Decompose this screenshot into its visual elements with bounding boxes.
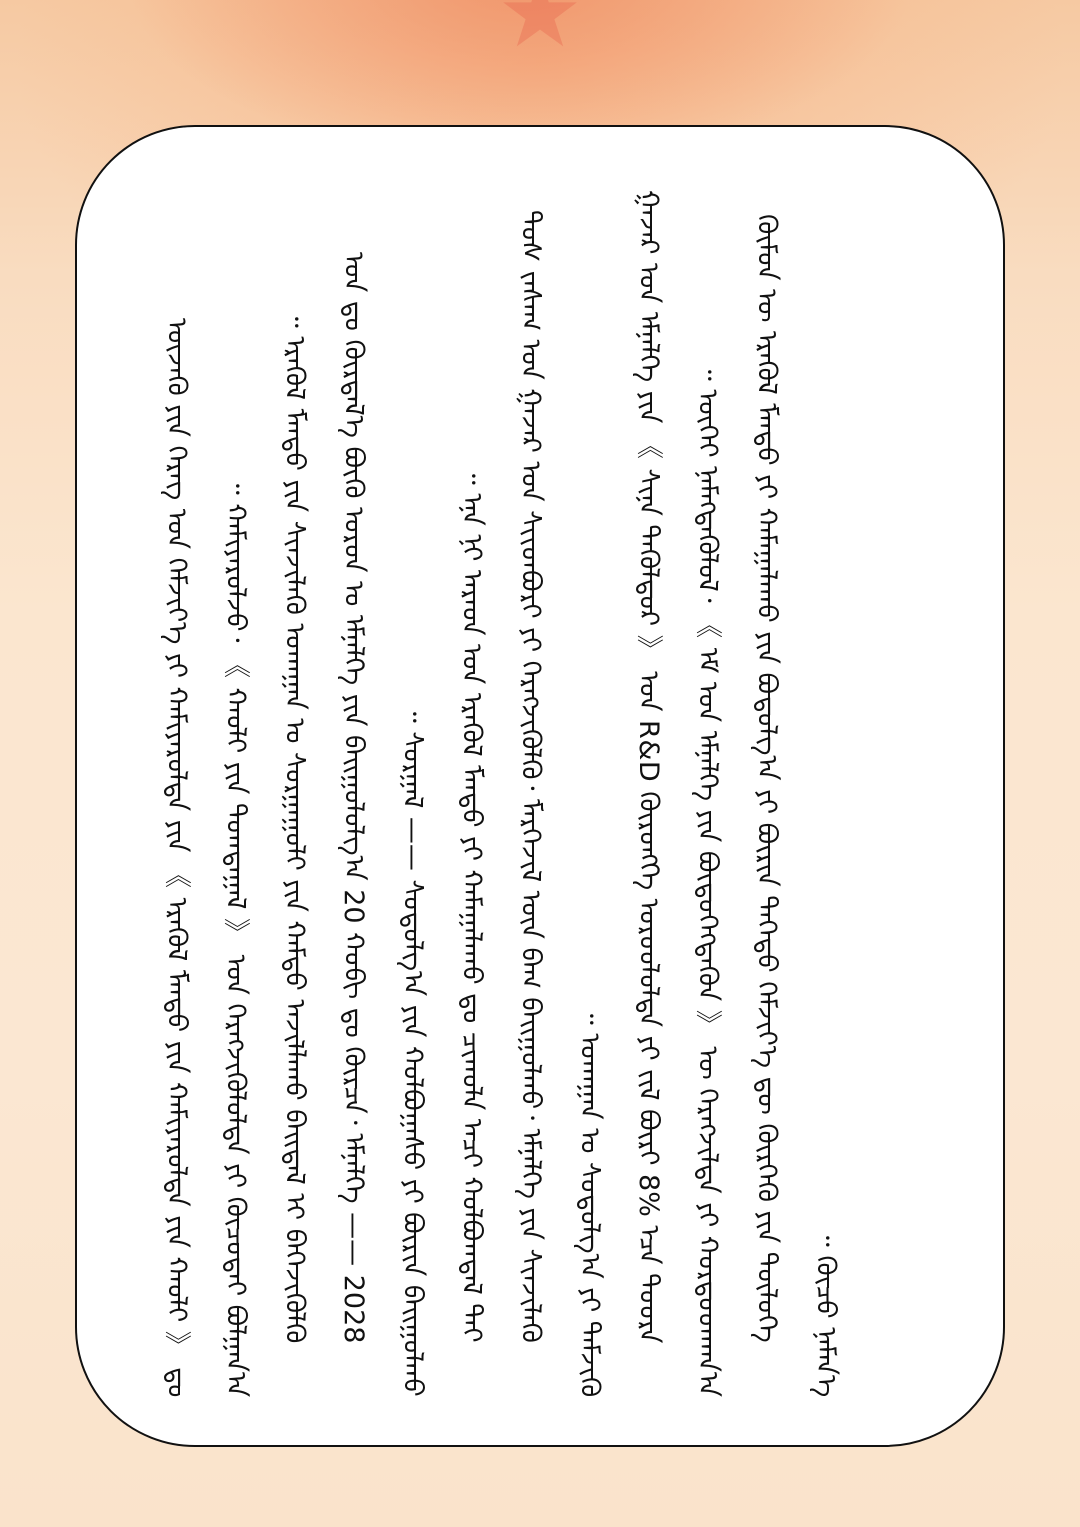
paragraph-1: ᠦᠵᠡᠬᠦ ᠶᠢᠨ ᠬᠡᠷᠡᠭ ᠤᠨ ᠬᠡᠮᠵᠢᠶ᠎ᠡ ᠶᠢ ᠬᠠᠮᠢᠶᠠᠷᠤᠯᠲᠠ ᠶᠢᠨ 《 ᠡᠷᠡᠭᠦᠯ ᠮᠡᠨᠳᠦ ᠶᠢᠨ ᠬᠠᠮᠢᠶᠠᠷᠤᠯᠲᠠ ᠶᠢᠨ ᠬᠠᠤᠯᠢ 》 ᠳᠤ ᠬᠠᠮᠢᠶᠠᠷᠤᠯᠵᠤ᠂ 《 ᠬᠠᠤᠯᠢ ᠶᠢᠨ ᠲᠣᠭᠲᠠᠭᠠᠯ 》 ᠤᠨ ᠬᠡᠷᠡᠭᠵᠢᠭᠦᠯᠦᠯᠲᠡ ᠶᠢ ᠬᠦᠴᠦᠳᠡᠢ ᠪᠣᠯᠭᠠᠨ᠎ᠠ ᠃ xyxy=(161,317,251,1397)
paragraph-4: ᠡᠨᠡ ᠨᠢ ᠠᠷᠠᠳ ᠤᠨ ᠡᠷᠡᠭᠦᠯ ᠮᠡᠨᠳᠦ ᠶᠢ ᠬᠠᠮᠠᠭᠠᠯᠠᠬᠤ ᠳᠤ ᠴᠢᠬᠤᠯᠠ ᠠᠴᠢ ᠬᠣᠯᠪᠣᠭᠳᠠᠯ ᠲᠠᠢ ᠃ xyxy=(456,467,487,1343)
paragraph-2: ᠡᠷᠡᠭᠦᠯ ᠮᠡᠨᠳᠦ ᠶᠢᠨ ᠰᠢᠨᠵᠢᠯᠡᠬᠦ ᠤᠬᠠᠭᠠᠨ ᠤ ᠰᠤᠷᠭᠠᠭᠤᠯᠢ ᠶᠢᠨ ᠬᠠᠮᠲᠤ ᠠᠵᠢᠯᠯᠠᠬᠤ ᠪᠠᠢᠳᠠᠯ ᠢ ᠪᠡᠬᠡᠵᠢᠭᠦᠯᠬᠦ ᠃ xyxy=(279,309,310,1343)
star-emblem-icon xyxy=(500,0,580,52)
paragraph-3: 2028 ᠣᠨ ᠳᠤ ᠬᠦᠷᠲᠡᠯ᠎ᠡ ᠪᠦᠬᠦ ᠣᠷᠣᠨ ᠤ ᠡᠮᠨᠡᠯᠭᠡ ᠶᠢᠨ ᠪᠠᠢᠭᠤᠯᠤᠯᠭ᠎ᠠ 20 ᠬᠤᠪᠢ ᠳᠤ ᠬᠦᠷᠴᠡ᠂ ᠡᠮᠨᠡᠯᠭᠡ —— ᠰᠤᠷᠭᠠᠯ —— ᠰᠤᠳᠤᠯᠭ᠎ᠠ ᠶᠢᠨ ᠬᠣᠯᠪᠣᠭᠠᠰᠤ ᠶᠢ ᠪᠦᠷᠢᠨ ᠪᠠᠢᠭᠤᠯᠬᠤ ᠃ xyxy=(338,251,428,1397)
paragraph-7: ᠬᠦᠮᠦᠨ ᠦ ᠡᠷᠡᠭᠦᠯ ᠮᠡᠨᠳᠦ ᠶᠢ ᠬᠠᠮᠠᠭᠠᠯᠠᠬᠤ ᠶᠢᠨ ᠪᠣᠳᠣᠯᠭ᠎ᠠ ᠶᠢ ᠪᠦᠷᠢᠨ ᠳᠡᠭᠡᠳᠦ ᠬᠡᠮᠵᠢᠶ᠎ᠡ ᠳᠦ ᠬᠦᠷᠭᠡᠬᠦ ᠶᠢᠨ ᠲᠦᠯᠦᠭᠡ ᠬᠦᠴᠦ ᠨᠡᠮᠡᠨ᠎ᠡ ᠃ xyxy=(751,214,841,1397)
mongolian-vertical-text xyxy=(147,175,915,1397)
content-card xyxy=(75,125,1005,1447)
paragraph-6: ᠭᠠᠵᠠᠷ ᠤᠨ ᠡᠮᠨᠡᠯᠭᠡ ᠶᠢᠨ 《 ᠰᠢᠨᠡ ᠲᠡᠭᠦᠯᠳᠦᠷ 》 ᠤᠨ R&D ᠬᠥᠷᠥᠩᠭᠡ ᠣᠷᠤᠤᠯᠤᠯᠲᠠ ᠶᠢ ᠵᠢᠯ ᠪᠦᠷᠢ 8% ᠡᠴᠡ ᠳᠣᠣᠷᠠ ᠦᠭᠡᠢ ᠨᠡᠮᠡᠭᠳᠡᠭᠦᠯᠦᠯ᠂ 《 ᠡᠮ ᠤᠨ ᠡᠮᠨᠡᠯᠭᠡ ᠶᠢᠨ ᠪᠦᠲᠦᠭᠡᠭᠳᠡᠬᠦᠨ 》 ᠦ ᠬᠡᠷᠡᠭᠵᠢᠯᠲᠡ ᠶᠢ ᠬᠤᠷᠳᠤᠳᠬᠠᠨ᠎ᠠ ᠃ xyxy=(633,189,723,1397)
paragraph-5: ᠲᠤᠰ ᠵᠠᠰᠠᠭ ᠤᠨ ᠭᠠᠵᠠᠷ ᠤᠨ ᠰᠢᠢᠳᠪᠦᠷᠢ ᠶᠢ ᠬᠡᠷᠡᠭᠵᠢᠭᠦᠯᠬᠦ᠂ ᠮᠡᠷᠭᠡᠵᠢᠯ ᠦᠨ ᠪᠠᠭ ᠪᠠᠢᠭᠤᠯᠬᠤ᠂ ᠡᠮᠨᠡᠯᠭᠡ ᠶᠢᠨ ᠰᠢᠨᠵᠢᠯᠡᠬᠦ ᠤᠬᠠᠭᠠᠨ ᠤ ᠰᠤᠳᠤᠯᠭ᠎ᠠ ᠶᠢ ᠳᠡᠮᠵᠢᠬᠦ ᠃ xyxy=(515,210,605,1397)
